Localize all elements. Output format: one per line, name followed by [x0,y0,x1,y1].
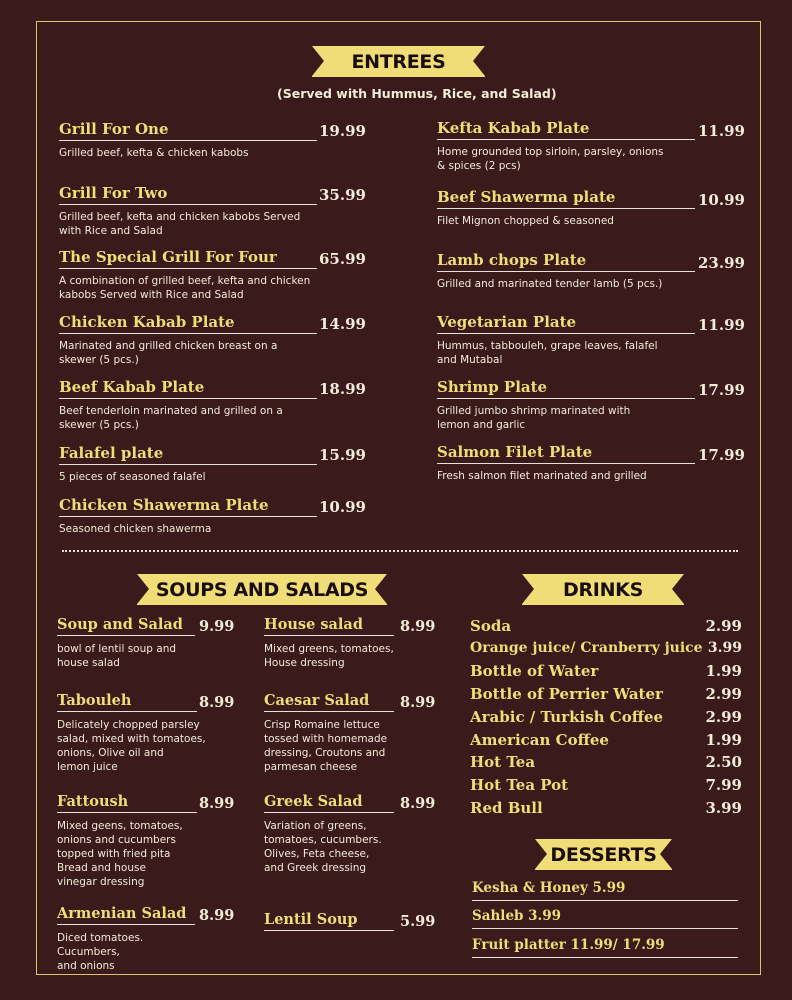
item-name: Armenian Salad [57,905,195,925]
drink-name: Bottle of Perrier Water [470,685,663,704]
item-name: Tabouleh [57,692,197,712]
description-line: Grilled beef, kefta & chicken kabobs [59,147,249,159]
drinks-banner [522,574,684,605]
menu-item [264,911,436,931]
item-description [57,819,207,889]
description-line: kabobs Served with Rice and Salad [59,289,244,301]
description-line: Diced tomatoes. Cucumbers, [57,932,144,958]
dessert-item: Fruit platter 11.99/ 17.99 [472,937,738,958]
description-line: lemon juice [57,761,118,773]
drink-item [470,708,742,726]
desserts-title: DESSERTS [550,843,657,866]
soups-banner [137,574,387,605]
item-description [437,145,699,173]
description-line: and onions [57,960,115,972]
drink-item [470,799,742,817]
menu-item [59,313,366,366]
item-name: Lentil Soup [264,911,394,931]
description-line: skewer (5 pcs.) [59,354,139,366]
item-name: Beef Kabab Plate [59,378,317,399]
menu-item [57,905,235,972]
section-divider [62,550,738,552]
item-name: Vegetarian Plate [437,313,695,334]
drink-price: 7.99 [705,775,742,794]
drink-name: Arabic / Turkish Coffee [470,707,664,726]
description-line: Delicately chopped parsley [57,719,200,731]
description-line: Beef tenderloin marinated and grilled on a [59,405,283,417]
description-line: house salad [57,657,120,669]
description-line: Crisp Romaine lettuce [264,719,380,731]
item-description [264,819,404,875]
item-description [57,642,207,670]
menu-item [264,793,436,874]
description-line: salad, mixed with tomatoes, [57,733,206,745]
item-price: 23.99 [698,254,745,272]
drink-name: Red Bull [470,798,543,817]
item-description [437,404,699,432]
description-line: Bread and house [57,862,146,874]
drink-item [470,640,742,656]
desserts-banner [535,839,672,870]
description-line: & spices (2 pcs) [437,160,521,172]
dessert-item: Sahleb 3.99 [472,908,738,929]
description-line: Home grounded top sirloin, parsley, onions [437,146,664,158]
item-price: 65.99 [319,250,366,268]
item-price: 8.99 [400,618,436,635]
menu-item [59,378,366,431]
item-name: Chicken Shawerma Plate [59,496,317,517]
menu-item [57,616,235,669]
description-line: tomatoes, cucumbers. [264,834,382,846]
item-description [437,277,699,291]
drink-item [470,662,742,680]
item-price: 10.99 [319,498,366,516]
drink-price: 3.99 [707,639,742,656]
menu-item [264,616,436,669]
description-line: topped with fried pita [57,848,171,860]
item-name: Greek Salad [264,793,394,813]
description-line: Fresh salmon filet marinated and grilled [437,470,647,482]
item-price: 8.99 [199,694,235,711]
item-description [437,339,699,367]
drink-price: 2.99 [705,685,742,704]
item-name: Salmon Filet Plate [437,443,695,464]
description-line: Grilled and marinated tender lamb (5 pcs.) [437,278,663,290]
description-line: onions, Olive oil and [57,747,164,759]
description-line: Grilled beef, kefta and chicken kabobs Served [59,211,301,223]
item-description [57,931,207,973]
item-price: 35.99 [319,186,366,204]
entrees-title: ENTREES [351,50,446,73]
menu-item [59,248,366,301]
entrees-subtitle: (Served with Hummus, Rice, and Salad) [277,86,557,101]
menu-item [59,120,366,159]
menu-item [437,313,745,366]
description-line: A combination of grilled beef, kefta and chicken [59,275,311,287]
item-price: 14.99 [319,315,366,333]
drink-price: 1.99 [705,662,742,681]
dessert-item: Kesha & Honey 5.99 [472,880,738,901]
item-description [437,214,699,228]
description-line: and Greek dressing [264,862,367,874]
description-line: tossed with homemade [264,733,388,745]
drink-price: 2.99 [705,707,742,726]
description-line: Mixed geens, tomatoes, [57,820,183,832]
drink-name: Hot Tea Pot [470,775,569,794]
drink-name: Hot Tea [470,753,536,772]
drink-item [470,753,742,771]
drink-price: 3.99 [705,798,742,817]
menu-item [437,378,745,431]
item-name: The Special Grill For Four [59,248,317,269]
description-line: Olives, Feta cheese, [264,848,370,860]
item-description [59,522,321,536]
description-line: Hummus, tabbouleh, grape leaves, falafel [437,340,658,352]
drink-name: Soda [470,617,512,635]
item-name: Kefta Kabab Plate [437,119,695,140]
drink-price: 2.50 [705,753,742,772]
item-name: Fattoush [57,793,197,813]
item-price: 9.99 [199,618,235,635]
entrees-banner [312,46,485,77]
description-line: onions and cucumbers [57,834,176,846]
item-name: House salad [264,616,394,636]
drink-item [470,685,742,703]
description-line: Marinated and grilled chicken breast on a [59,340,278,352]
item-price: 15.99 [319,446,366,464]
drink-name: American Coffee [470,730,609,749]
drink-name: Orange juice/ Cranberry juice [470,639,703,656]
item-description [264,642,404,670]
item-price: 5.99 [400,913,436,930]
drink-price: 2.99 [705,617,742,635]
item-description [59,339,321,367]
item-description [437,469,699,483]
menu-item [437,188,745,227]
menu-item [57,793,235,888]
menu-item [264,692,436,773]
description-line: bowl of lentil soup and [57,643,177,655]
description-line: 5 pieces of seasoned falafel [59,471,206,483]
item-name: Shrimp Plate [437,378,695,399]
item-description [59,146,321,160]
description-line: Mixed greens, tomatoes, [264,643,394,655]
menu-item [437,443,745,482]
item-name: Chicken Kabab Plate [59,313,317,334]
menu-item [59,496,366,535]
item-description [59,210,321,238]
item-name: Grill For One [59,120,317,141]
item-name: Soup and Salad [57,616,195,636]
item-name: Lamb chops Plate [437,251,695,272]
description-line: Grilled jumbo shrimp marinated with [437,405,631,417]
drinks-title: DRINKS [563,578,643,601]
description-line: Seasoned chicken shawerma [59,523,212,535]
item-price: 10.99 [698,191,745,209]
item-description [59,404,321,432]
description-line: Filet Mignon chopped & seasoned [437,215,614,227]
menu-item [59,444,366,483]
menu-item [437,119,745,172]
menu-item [59,184,366,237]
description-line: parmesan cheese [264,761,358,773]
item-name: Beef Shawerma plate [437,188,695,209]
drink-price: 1.99 [705,730,742,749]
drink-item [470,776,742,794]
item-description [264,718,404,774]
menu-item [57,692,235,773]
description-line: House dressing [264,657,345,669]
item-name: Grill For Two [59,184,317,205]
menu-item [437,251,745,290]
description-line: and Mutabal [437,354,503,366]
item-price: 17.99 [698,381,745,399]
item-description [57,718,207,774]
item-price: 8.99 [199,795,235,812]
soups-title: SOUPS AND SALADS [155,578,369,601]
description-line: vinegar dressing [57,876,145,888]
item-price: 11.99 [698,316,745,334]
item-price: 11.99 [698,122,745,140]
item-description [59,274,321,302]
drink-name: Bottle of Water [470,662,599,681]
item-price: 19.99 [319,122,366,140]
item-price: 17.99 [698,446,745,464]
item-price: 8.99 [199,907,235,924]
item-name: Caesar Salad [264,692,394,712]
description-line: Variation of greens, [264,820,367,832]
item-description [59,470,321,484]
description-line: lemon and garlic [437,419,526,431]
drink-item [470,731,742,749]
item-price: 18.99 [319,380,366,398]
drink-item [470,617,742,635]
description-line: dressing, Croutons and [264,747,386,759]
description-line: skewer (5 pcs.) [59,419,139,431]
item-price: 8.99 [400,795,436,812]
description-line: with Rice and Salad [59,225,163,237]
item-name: Falafel plate [59,444,317,465]
item-price: 8.99 [400,694,436,711]
